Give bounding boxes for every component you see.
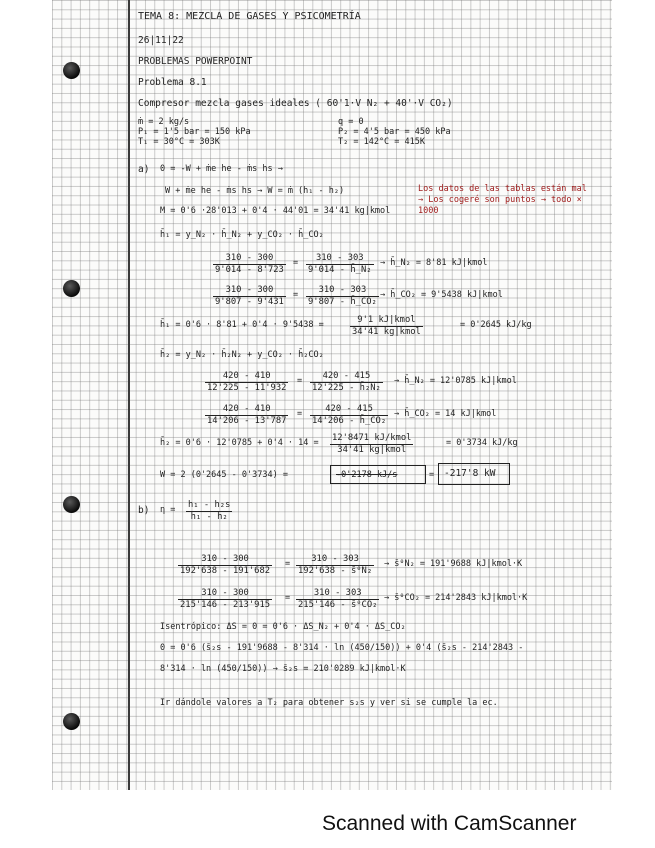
efficiency-fraction: $\frac{\text{h₁ - h₂s}}{\text{h₁ - h₂}}$ [188,500,231,522]
energy-balance: 0 = -W + ṁe he - ṁs hs → [160,164,283,174]
heat: q = 0 [338,117,364,127]
binder-hole [63,62,80,79]
h1-definition: h̄₁ = y_N₂ · h̄_N₂ + y_CO₂ · h̄_CO₂ [160,230,324,240]
entropy-equation-2: 8'314 · ln (450/150)) → s̄₂s = 210'0289 kJ|kmol·K [160,664,406,674]
h2-n2-result: → h̄_N₂ = 12'0785 kJ|kmol [394,376,517,386]
interp-s-n2-ratio-2: $\frac{310 - 303}{\text{192'638 - s̄⁰N₂}}$ [298,554,373,576]
temperature-2: T₂ = 142°C = 415K [338,137,425,147]
binder-hole [63,496,80,513]
interp-co2-ratio-3: $\frac{420 - 410}{14'206 - 13'787}$ [207,404,287,426]
interp-s-co2-ratio-2: $\frac{310 - 303}{\text{215'146 - s̄⁰CO₂}}$ [298,588,378,610]
source-heading: PROBLEMAS POWERPOINT [138,56,253,67]
mass-flow: ṁ = 2 kg/s [138,117,190,127]
crossed-result: -0'2178 kJ/s [336,470,398,480]
interp-co2-ratio-2: $\frac{310 - 303}{\text{9'807 - h̄\_CO₂}}$ [308,285,377,307]
h2-fraction: 12'8471 kJ/kmol 34'41 kg|kmol [332,433,412,455]
pressure-2: P₂ = 4'5 bar = 450 kPa [338,127,451,137]
table-note: Los datos de las tablas están mal → Los cogeré son puntos → todo × 1000 [418,184,587,216]
closing-note: Ir dándole valores a T₂ para obtener s₂s y ver si se cumple la ec. [160,698,498,708]
isentropic-condition: Isentrópico: ΔS = 0 = 0'6 · ΔS_N₂ + 0'4 · ΔS_CO₂ [160,622,406,632]
h2-co2-result: → h̄_CO₂ = 14 kJ|kmol [394,409,497,419]
interp-n2-ratio-4: $\frac{420 - 415}{\text{12'225 - h̄₂N₂}}$ [312,371,381,393]
h1-line: h̄₁ = 0'6 · 8'81 + 0'4 · 9'5438 = [160,320,324,330]
part-a-label: a) [138,164,150,175]
interp-co2-ratio-1: $\frac{310 - 300}{9'807 - 9'431}$ [215,285,284,307]
problem-heading: Problema 8.1 [138,77,207,88]
page-title: TEMA 8: MEZCLA DE GASES Y PSICOMETRÍA [138,11,361,22]
h1-result: = 0'2645 kJ/kg [460,320,532,330]
molar-mass: M = 0'6 ·28'013 + 0'4 · 44'01 = 34'41 kg|kmol [160,206,391,216]
h-co2-result: → h̄_CO₂ = 9'5438 kJ|kmol [380,290,503,300]
interp-s-n2-ratio-1: $\frac{310 - 300}{192'638 - 191'682}$ [180,554,271,576]
part-b-label: b) [138,505,150,516]
h-n2-result: → h̄_N₂ = 8'81 kJ|kmol [380,258,488,268]
pressure-1: P₁ = 1'5 bar = 150 kPa [138,127,251,137]
binder-hole [63,713,80,730]
margin-line [128,0,130,790]
interp-co2-ratio-4: $\frac{420 - 415}{\text{14'206 - h̄\_CO₂}}$ [312,404,387,426]
s-n2-result: → s̄⁰N₂ = 191'9688 kJ|kmol·K [384,559,523,569]
interp-n2-ratio-3: $\frac{420 - 410}{12'225 - 11'932}$ [207,371,287,393]
problem-statement: Compresor mezcla gases ideales ( 60'1·V N₂ + 40'·V CO₂) [138,98,453,109]
work-line: W = 2 (0'2645 - 0'3734) = [160,470,288,480]
temperature-1: T₁ = 30°C = 303K [138,137,220,147]
h2-definition: h̄₂ = y_N₂ · h̄₂N₂ + y_CO₂ · h̄₂CO₂ [160,350,324,360]
final-work: -217'8 kW [444,468,496,479]
interp-n2-ratio-1: $\frac{310 - 300}{9'014 - 8'723}$ [215,253,284,275]
s-co2-result: → s̄⁰CO₂ = 214'2843 kJ|kmol·K [384,593,528,603]
efficiency-label: η = [160,505,176,515]
date: 26|11|22 [138,35,184,46]
interp-s-co2-ratio-1: $\frac{310 - 300}{215'146 - 213'915}$ [180,588,271,610]
binder-hole [63,280,80,297]
scanner-watermark: Scanned with CamScanner [322,812,577,835]
h2-result: = 0'3734 kJ/kg [446,438,518,448]
h1-fraction: 9'1 kJ|kmol 34'41 kg|kmol [352,315,421,337]
work-expression: W + ṁe he - ṁs hs → W = ṁ (h₁ - h₂) [165,186,345,196]
entropy-equation-1: 0 = 0'6 (s̄₂s - 191'9688 - 8'314 · ln (450/150)) + 0'4 (s̄₂s - 214'2843 - [160,643,524,653]
h2-line: h̄₂ = 0'6 · 12'0785 + 0'4 · 14 = [160,438,319,448]
interp-n2-ratio-2: $\frac{310 - 303}{\text{9'014 - h̄\_N₂}}$ [308,253,372,275]
